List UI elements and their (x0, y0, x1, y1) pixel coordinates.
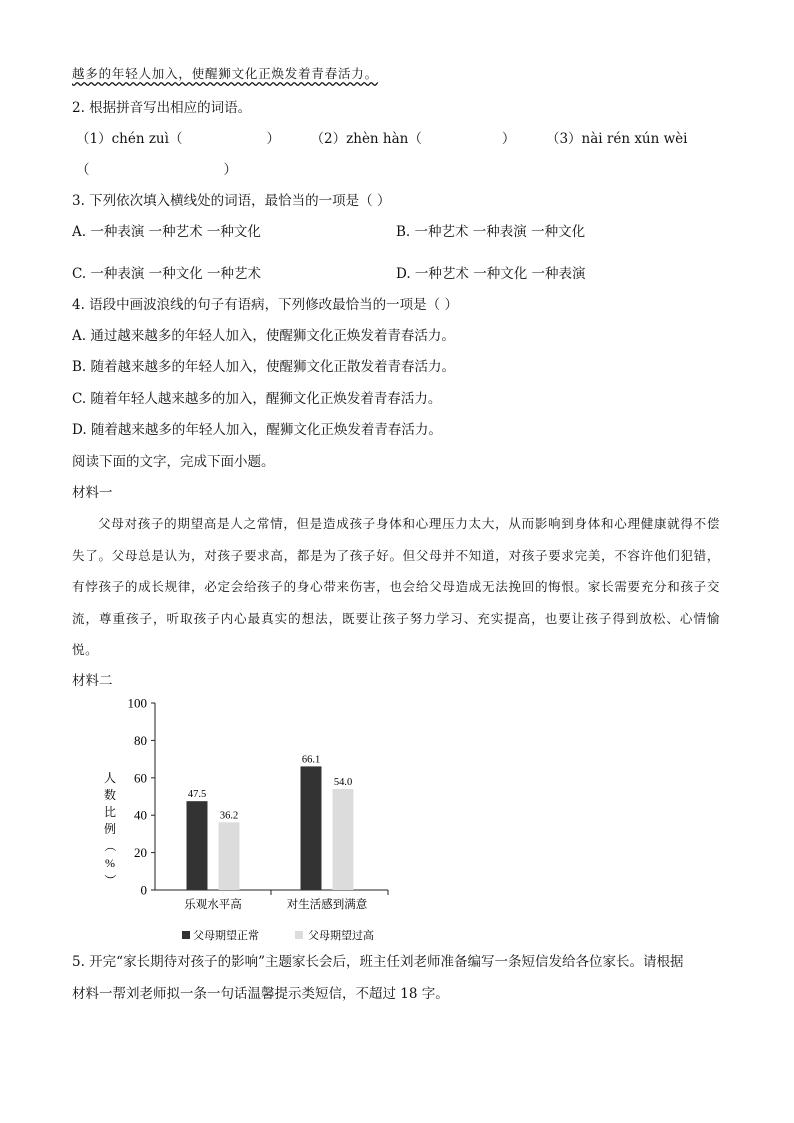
y-tick-label: 80 (134, 732, 147, 748)
question-3-option-d[interactable]: D. 一种艺术 一种文化 一种表演 (396, 266, 586, 282)
y-axis-label-char: 人 (103, 771, 117, 785)
pinyin-2-close: ） (501, 131, 516, 147)
question-3-option-b[interactable]: B. 一种艺术 一种表演 一种文化 (396, 224, 586, 240)
legend-label-1: 父母期望正常 (193, 930, 259, 942)
question-2-blanks-row (76, 129, 687, 149)
y-axis-label-char: % (105, 856, 115, 870)
y-axis-label-char: 比 (103, 805, 117, 819)
reading-instruction: 阅读下面的文字，完成下面小题。 (72, 454, 275, 470)
bar (333, 789, 354, 890)
x-category-label: 对生活感到满意 (286, 899, 368, 911)
y-axis-label-char: （ (103, 839, 117, 853)
bar (187, 801, 208, 890)
bar-value-label: 54.0 (333, 777, 353, 789)
material-1-text: 父母对孩子的期望高是人之常情，但是造成孩子身体和心理压力太大，从而影响到身体和心理健康就得不偿失了。父母总是认为，对孩子要求高，都是为了孩子好。但父母并不知道，对孩子要求完美，不容许他们犯错，有悖孩子的成长规律，必定会给孩子的身心带来伤害，也会给父母造成无法挽回的悔恨。家长需要充分和孩子交流，尊重孩子，听取孩子内心最真实的想法，既要让孩子努力学习、充实提高，也要让孩子得到放松、心情愉悦。 (72, 516, 720, 657)
y-tick-label: 100 (127, 695, 147, 711)
pinyin-1: （1）chén zuì（ (76, 131, 183, 147)
question-4-option-d[interactable]: D. 随着越来越多的年轻人加入，醒狮文化正焕发着青春活力。 (72, 422, 442, 438)
y-tick-label: 40 (134, 807, 147, 823)
x-category-label: 乐观水平高 (184, 899, 242, 911)
y-tick-label: 20 (134, 845, 147, 861)
material-2-heading: 材料二 (72, 673, 113, 689)
question-2-blank-3-row (76, 160, 237, 180)
passage-fragment (72, 64, 378, 84)
pinyin-3-close: ） (223, 162, 237, 178)
y-axis-label-char: 例 (103, 822, 117, 836)
material-1-heading: 材料一 (72, 485, 113, 501)
bar-chart (80, 692, 420, 952)
bar (219, 822, 240, 890)
legend-label-2: 父母期望过高 (308, 930, 374, 942)
y-axis-label-char: ） (103, 873, 117, 887)
question-4-option-c[interactable]: C. 随着年轻人越来越多的加入，醒狮文化正焕发着青春活力。 (72, 391, 442, 407)
legend-swatch-1 (182, 931, 190, 939)
question-3-stem: 3. 下列依次填入横线处的词语，最恰当的一项是（ ） (72, 193, 391, 209)
pinyin-1-close: ） (266, 131, 280, 147)
question-2-stem: 2. 根据拼音写出相应的词语。 (72, 100, 252, 116)
legend-swatch-2 (295, 931, 303, 939)
question-3-option-a[interactable]: A. 一种表演 一种艺术 一种文化 (72, 224, 261, 240)
pinyin-2: （2）zhèn hàn（ (310, 131, 422, 147)
wavy-underlined-sentence: 越多的年轻人加入，使醒狮文化正焕发着青春活力。 (72, 66, 378, 81)
question-5-line-1: 5. 开完“家长期待对孩子的影响”主题家长会后，班主任刘老师准备编写一条短信发给各位家长。请根据 (72, 954, 684, 970)
question-4-option-b[interactable]: B. 随着越来越多的年轻人加入，使醒狮文化正散发着青春活力。 (72, 359, 456, 375)
bar-value-label: 47.5 (187, 789, 207, 801)
y-tick-label: 0 (140, 882, 147, 898)
bar-value-label: 36.2 (219, 810, 239, 822)
bar-value-label: 66.1 (301, 754, 321, 766)
y-axis-label-char: 数 (103, 788, 117, 802)
y-tick-label: 60 (134, 770, 147, 786)
question-4-stem: 4. 语段中画波浪线的句子有语病，下列修改最恰当的一项是（ ） (72, 297, 458, 313)
pinyin-3-open: （ (76, 162, 90, 178)
question-3-option-c[interactable]: C. 一种表演 一种文化 一种艺术 (72, 266, 262, 282)
bar (301, 766, 322, 890)
question-5-line-2: 材料一帮刘老师拟一条一句话温馨提示类短信，不超过 18 字。 (72, 986, 449, 1002)
question-4-option-a[interactable]: A. 通过越来越多的年轻人加入，使醒狮文化正焕发着青春活力。 (72, 328, 455, 344)
pinyin-3: （3）nài rén xún wèi (545, 131, 688, 147)
